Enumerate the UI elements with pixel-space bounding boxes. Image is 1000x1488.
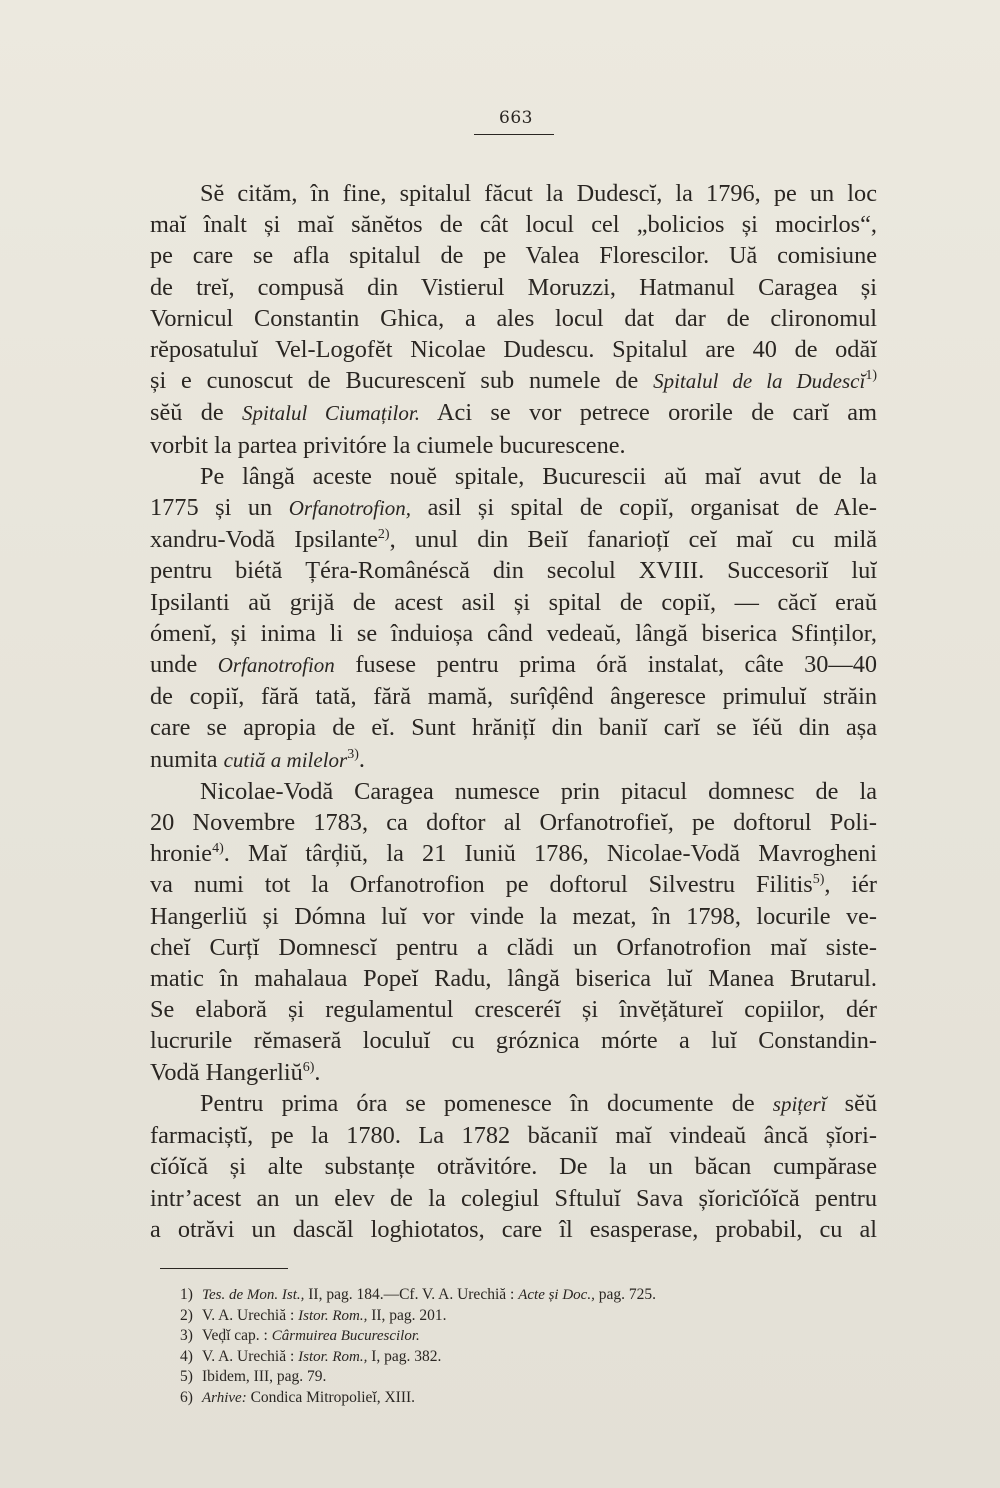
text-line: matic în mahalaua Popeĭ Radu, lângă biserica luĭ Manea Brutarul. <box>150 965 877 993</box>
text-line <box>150 744 877 776</box>
text-line: Pe lângă aceste nouĕ spitale, Bucurescii aŭ maĭ avut de la <box>200 462 877 490</box>
footnote-text: V. A. Urechiă : <box>202 1306 299 1324</box>
text-line: lucrurile rĕmaseră loculuĭ cu gróznica mórte a luĭ Constandin- <box>150 1027 877 1055</box>
footnote-italic: Acte și Doc., <box>518 1287 595 1303</box>
footnote-ref: 6) <box>302 1059 315 1075</box>
footnote-number: 3) <box>180 1327 193 1345</box>
text-line <box>150 1088 877 1120</box>
text-line: ómenĭ, și inima li se înduioșa când vedeaŭ, lângă biserica Sfinților, <box>150 619 877 647</box>
body-text <box>150 178 877 1245</box>
text-line: vorbit la partea privitóre la ciumele bucurescene. <box>150 431 626 459</box>
text-run: xandru-Vodă Ipsilante <box>150 526 378 554</box>
italic-title: cutiă a milelor <box>223 747 348 772</box>
footnote-italic: Cârmuirea Bucurescilor. <box>271 1328 420 1345</box>
footnote <box>180 1285 830 1306</box>
text-run: sĕŭ <box>844 1089 877 1117</box>
text-line <box>150 492 877 524</box>
text-run: . <box>314 1058 321 1086</box>
text-run: asil și spital de copiĭ, organisat de Ale- <box>427 494 877 522</box>
footnote-number: 4) <box>180 1347 193 1365</box>
text-run: . Maĭ târḑiŭ, la 21 Iuniŭ 1786, Nicolae-Vodă Mavrogheni <box>223 840 877 868</box>
footnote-ref: 5) <box>812 872 825 888</box>
footnote-ref: 2) <box>377 527 390 543</box>
text-line <box>150 1057 877 1088</box>
text-line: care se apropia de eĭ. Sunt hrănițĭ din baniĭ carĭ se ĭéŭ din așa <box>150 714 877 742</box>
text-run: Vodă Hangerliŭ <box>150 1058 303 1086</box>
italic-title: Orfanotrofion <box>217 653 335 678</box>
text-line <box>150 838 877 869</box>
footnote-text: pag. 725. <box>594 1286 656 1303</box>
footnote-number: 1) <box>180 1286 193 1303</box>
text-line: pentru biétă Țéra-Românéscă din secolul XVIII. Succesoriĭ luĭ <box>150 557 877 585</box>
footnote-ref: 4) <box>212 841 224 857</box>
text-line: intr’acest an un elev de la colegiul Sftuluĭ Sava șĭoricĭóĭcă pentru <box>150 1184 877 1212</box>
page-number: 663 <box>499 108 533 128</box>
text-line: maĭ înalt și maĭ sănĕtos de cât locul cel „bolicios și mocirlos“, <box>150 211 877 239</box>
footnote-text: II, pag. 201. <box>367 1306 447 1324</box>
italic-title: Orfanotrofion, <box>288 496 412 521</box>
footnote-ref: 1) <box>865 368 877 384</box>
text-run: numita <box>150 745 218 773</box>
text-line: Nicolae-Vodă Caragea numesce prin pitacul domnesc de la <box>200 777 877 805</box>
footnote-number: 2) <box>180 1306 193 1324</box>
footnote-text: I, pag. 382. <box>367 1347 442 1365</box>
text-line: 20 Novembre 1783, ca doftor al Orfanotrofieĭ, pe doftorul Poli- <box>150 809 877 837</box>
italic-term: spițerĭ <box>772 1091 827 1116</box>
footnote-text: Ibidem, III, pag. 79. <box>202 1368 327 1386</box>
footnotes <box>180 1285 830 1409</box>
footnote-italic: Arhive: <box>202 1389 247 1406</box>
text-line: Sĕ cităm, în fine, spitalul făcut la Dudescĭ, la 1796, pe un loc <box>200 180 877 207</box>
text-line: Se elaboră și regulamentul cresceréĭ și învĕțătureĭ copiilor, dér <box>150 996 877 1024</box>
text-run: Pentru prima óra se pomenesce în documente de <box>200 1089 755 1117</box>
text-line: de treĭ, compusă din Vistierul Moruzzi, Hatmanul Caragea și <box>150 273 877 301</box>
text-run: , iér <box>824 871 877 899</box>
text-line <box>150 869 877 900</box>
footnote-text: V. A. Urechiă : <box>202 1347 299 1365</box>
text-run: sĕŭ de <box>150 399 224 427</box>
text-run: și e cunoscut de Bucurescenĭ sub numele de <box>150 367 639 395</box>
text-line: cheĭ Curțĭ Domnescĭ pentru a clădi un Orfanotrofion maĭ siste- <box>150 933 877 961</box>
text-line: Hangerliŭ și Dómna luĭ vor vinde la mezat, în 1798, locurile ve- <box>150 902 877 930</box>
text-line: a otrăvi un dascăl loghiotatos, care îl esasperase, probabil, cu al <box>150 1215 877 1243</box>
text-line: rĕposatuluĭ Vel-Logofĕt Nicolae Dudescu. Spitalul are 40 de odăĭ <box>150 336 877 364</box>
footnote-italic: Istor. Rom., <box>298 1307 368 1324</box>
footnote <box>180 1347 830 1368</box>
text-line <box>150 524 877 555</box>
text-line <box>150 649 877 681</box>
text-run: hronie <box>150 840 213 868</box>
text-line: Ipsilanti aŭ grijă de acest asil și spital de copiĭ, — căcĭ eraŭ <box>150 588 877 616</box>
footnote-rule <box>160 1268 288 1269</box>
footnote <box>180 1388 830 1409</box>
footnote <box>180 1326 830 1347</box>
text-run: fusese pentru prima óră instalat, câte 30—40 <box>355 651 877 679</box>
footnote-ref: 3) <box>347 746 359 762</box>
text-run: Aci se vor petrece ororile de carĭ am <box>436 399 877 427</box>
footnote-text: Condica Mitropolieĭ, XIII. <box>246 1388 416 1406</box>
text-run: , unul din Beiĭ fanarioțĭ ceĭ maĭ cu milă <box>389 526 877 554</box>
page-number-rule <box>474 134 554 135</box>
footnote-text: II, pag. 184.—Cf. V. A. Urechiă : <box>304 1286 519 1303</box>
footnote-number: 5) <box>180 1368 193 1386</box>
text-line: Vornicul Constantin Ghica, a ales locul dat dar de clironomul <box>150 304 877 332</box>
text-line <box>150 365 877 397</box>
italic-title: Spitalul de la Dudescĭ <box>653 369 866 394</box>
text-run: unde <box>150 651 198 679</box>
text-line <box>150 397 877 429</box>
footnote-italic: Tes. de Mon. Ist., <box>202 1287 305 1303</box>
footnote-number: 6) <box>180 1388 193 1406</box>
text-line: cĭóĭcă și alte substanțe otrăvitóre. De la un băcan cumpărase <box>150 1153 877 1181</box>
italic-title: Spitalul Ciumaților. <box>242 401 420 426</box>
footnote <box>180 1306 830 1327</box>
text-line: farmaciștĭ, pe la 1780. La 1782 băcaniĭ maĭ vindeaŭ âncă șĭori- <box>150 1122 877 1150</box>
text-line: pe care se afla spitalul de pe Valea Florescilor. Uă comisiune <box>150 242 877 270</box>
text-run: va numi tot la Orfanotrofion pe doftorul Silvestru Filitis <box>150 871 813 899</box>
footnote-text: Veḑĭ cap. : <box>202 1327 272 1345</box>
footnote-italic: Istor. Rom., <box>298 1348 368 1365</box>
text-line: de copiĭ, fără tată, fără mamă, surîḑênd ângeresce primuluĭ străin <box>150 683 877 711</box>
text-run: 1775 și un <box>150 494 273 522</box>
text-run: . <box>358 745 365 773</box>
footnote <box>180 1367 830 1388</box>
